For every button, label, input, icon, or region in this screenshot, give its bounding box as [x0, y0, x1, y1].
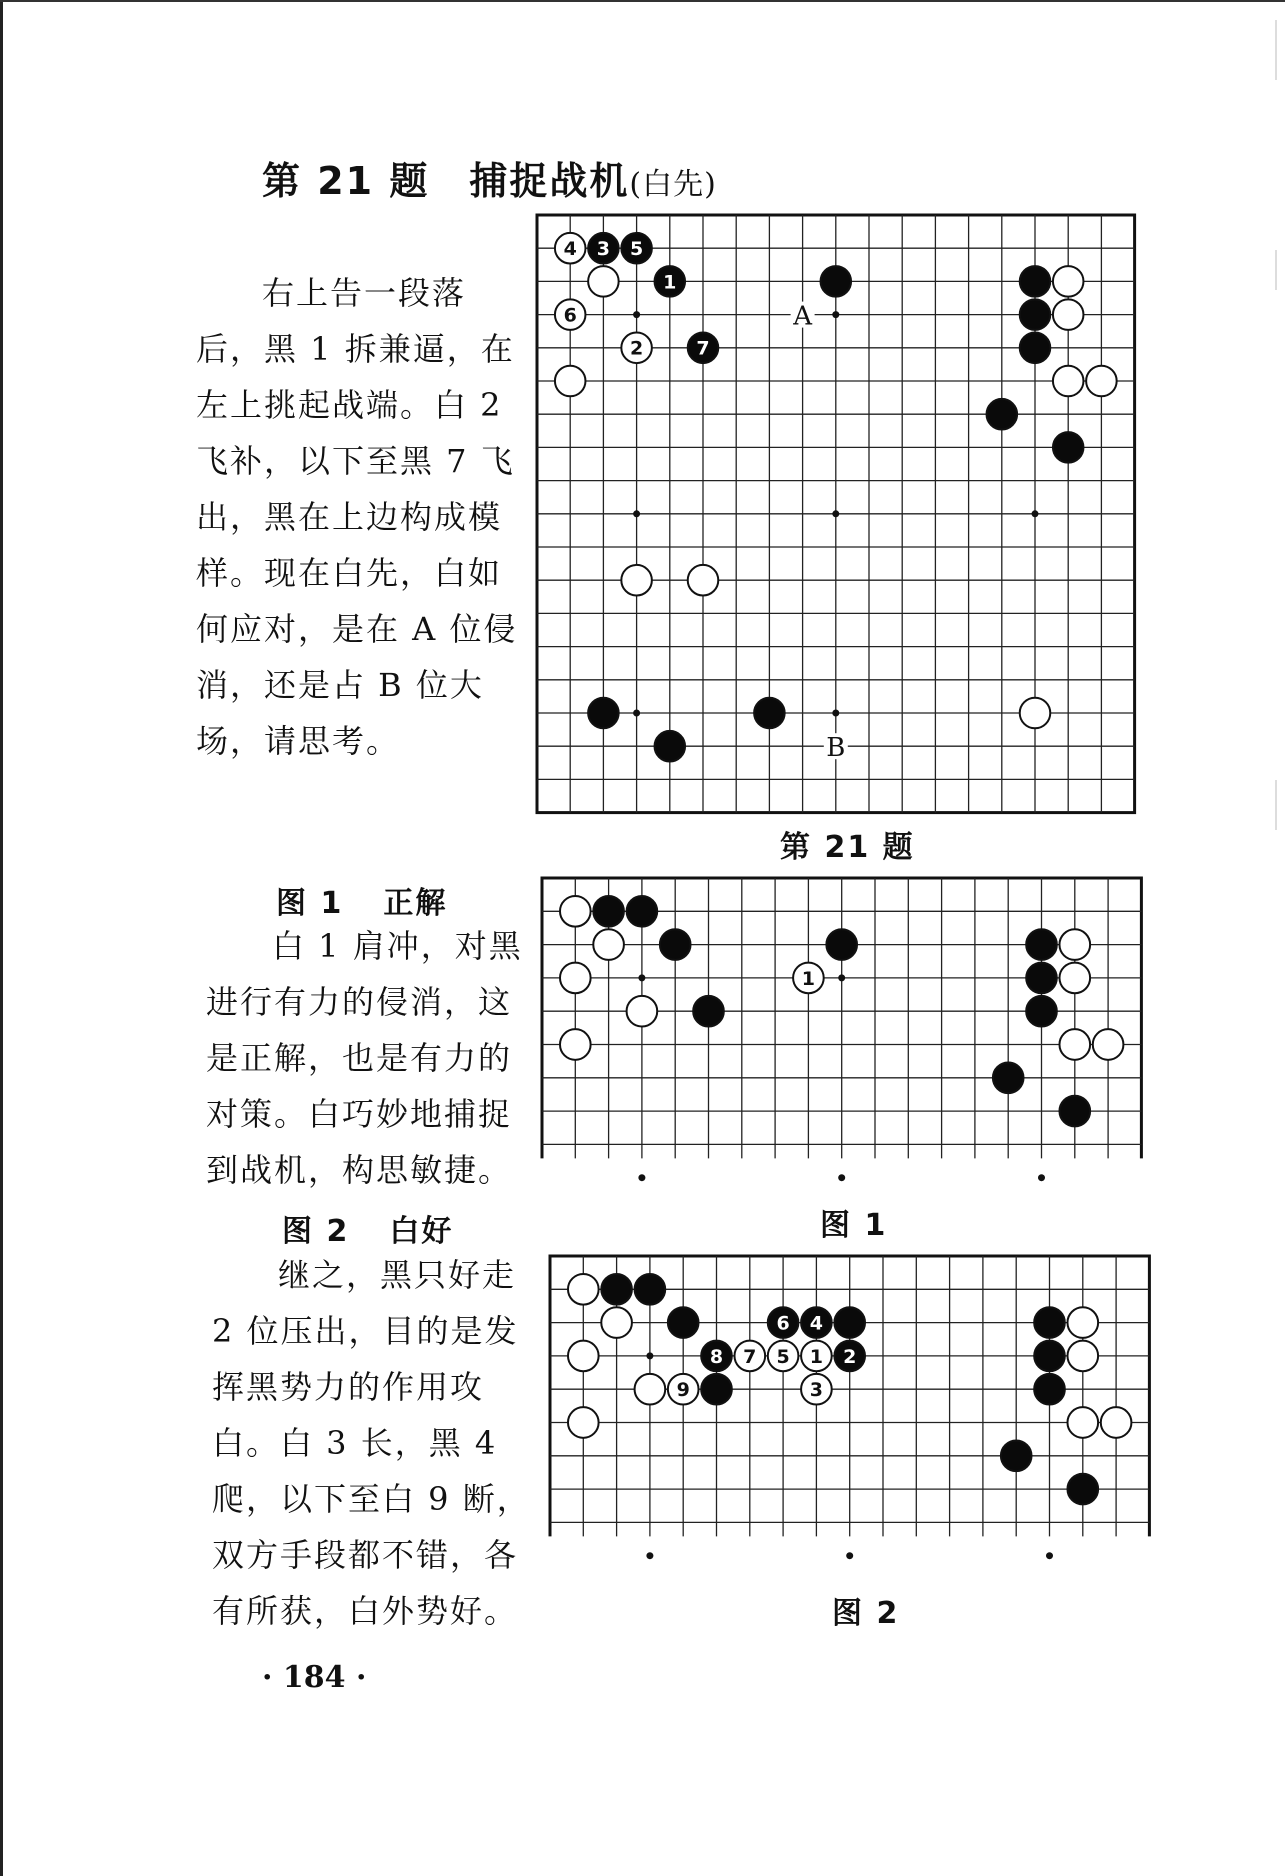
problem-board	[535, 213, 1135, 821]
move-number: 3	[809, 1379, 824, 1402]
move-number: 9	[676, 1379, 690, 1402]
black-stone	[1034, 1374, 1065, 1405]
white-stone	[1067, 1407, 1098, 1438]
black-stone	[660, 929, 691, 960]
white-stone	[1020, 698, 1051, 729]
black-stone	[1026, 996, 1057, 1027]
figure2-description: 继之，黑只好走 2 位压出，目的是发挥黑势力的作用攻白。白 3 长，黑 4 爬，以下至白 9 断，双方手段都不错，各有所获，白外势好。	[212, 1256, 531, 1630]
white-stone	[1053, 299, 1084, 330]
black-stone	[1026, 929, 1057, 960]
star-point	[832, 710, 839, 717]
move-number: 2	[629, 337, 644, 360]
scan-speck	[1275, 250, 1277, 290]
white-stone	[568, 1274, 599, 1305]
black-stone	[701, 1374, 732, 1405]
star-point	[638, 974, 645, 981]
star-point	[633, 510, 640, 517]
black-stone	[1059, 1096, 1090, 1127]
move-number: 4	[809, 1312, 824, 1335]
figure2-board	[548, 1254, 1148, 1574]
move-number: 6	[776, 1312, 790, 1335]
white-stone	[568, 1341, 599, 1372]
star-point	[832, 510, 839, 517]
move-number: 1	[809, 1345, 824, 1368]
white-stone	[688, 565, 719, 596]
move-number: 1	[801, 967, 816, 990]
figure1-board	[540, 876, 1140, 1196]
problem-title	[262, 150, 717, 205]
black-stone	[668, 1307, 699, 1338]
white-stone	[588, 266, 619, 297]
star-point	[1032, 510, 1039, 517]
star-point	[633, 710, 640, 717]
board-label-a: A	[793, 301, 812, 332]
black-stone	[635, 1274, 666, 1305]
white-stone	[1059, 929, 1090, 960]
black-stone	[1020, 333, 1051, 364]
move-number: 8	[709, 1345, 724, 1368]
problem-number: 第 21 题	[262, 159, 430, 203]
white-stone	[1086, 366, 1117, 397]
black-stone	[588, 698, 619, 729]
black-stone	[1067, 1474, 1098, 1505]
white-stone	[593, 929, 624, 960]
black-stone	[987, 399, 1018, 430]
white-stone	[627, 996, 658, 1027]
star-point	[633, 311, 640, 318]
move-number: 1	[663, 271, 677, 294]
scan-speck	[1275, 780, 1277, 830]
page-edge-left	[0, 0, 3, 1876]
star-point	[838, 1174, 845, 1181]
black-stone	[1020, 266, 1051, 297]
white-stone	[635, 1374, 666, 1405]
black-stone	[993, 1062, 1024, 1093]
white-stone	[1059, 1029, 1090, 1060]
black-stone	[601, 1274, 632, 1305]
figure1-caption: 图 1	[820, 1208, 888, 1243]
star-point	[1046, 1552, 1053, 1559]
white-stone	[1059, 963, 1090, 994]
figure1-heading	[276, 878, 447, 922]
white-stone	[1067, 1341, 1098, 1372]
problem-name: 捕捉战机	[469, 159, 630, 203]
move-number: 6	[563, 304, 577, 327]
figure2-heading	[282, 1206, 453, 1250]
black-stone	[1034, 1341, 1065, 1372]
figure2-heading-title: 白好	[389, 1214, 454, 1249]
white-stone	[1053, 266, 1084, 297]
figure2-heading-number: 图 2	[282, 1214, 350, 1249]
white-stone	[560, 1029, 591, 1060]
white-stone	[560, 896, 591, 927]
white-stone	[1067, 1307, 1098, 1338]
board-label-b: B	[826, 733, 846, 764]
problem-description: 右上告一段落后，黑 1 拆兼逼，在左上挑起战端。白 2 飞补，以下至黑 7 飞出，黑在上边构成模样。现在白先，白如何应对，是在 A 位侵消，还是占 B 位大场，请思考。	[196, 274, 518, 760]
black-stone	[1020, 299, 1051, 330]
black-stone	[693, 996, 724, 1027]
problem-subtitle: (白先)	[629, 167, 717, 202]
star-point	[832, 311, 839, 318]
black-stone	[834, 1307, 865, 1338]
white-stone	[1101, 1407, 1132, 1438]
white-stone	[555, 366, 586, 397]
white-stone	[1093, 1029, 1124, 1060]
problem-caption: 第 21 题	[780, 830, 915, 865]
star-point	[646, 1352, 653, 1359]
move-number: 7	[696, 337, 710, 360]
white-stone	[568, 1407, 599, 1438]
move-number: 3	[596, 238, 611, 261]
move-number: 7	[743, 1345, 757, 1368]
white-stone	[560, 963, 591, 994]
move-number: 5	[776, 1345, 790, 1368]
page-edge-top	[0, 0, 1285, 2]
figure1-heading-title: 正解	[383, 886, 448, 921]
white-stone	[1053, 366, 1084, 397]
black-stone	[1001, 1440, 1032, 1471]
black-stone	[826, 929, 857, 960]
black-stone	[754, 698, 785, 729]
star-point	[838, 974, 845, 981]
black-stone	[593, 896, 624, 927]
black-stone	[1034, 1307, 1065, 1338]
star-point	[1038, 1174, 1045, 1181]
star-point	[846, 1552, 853, 1559]
black-stone	[1026, 963, 1057, 994]
white-stone	[601, 1307, 632, 1338]
black-stone	[655, 731, 686, 762]
star-point	[646, 1552, 653, 1559]
black-stone	[1053, 432, 1084, 463]
figure1-heading-number: 图 1	[276, 886, 344, 921]
white-stone	[621, 565, 652, 596]
move-number: 2	[843, 1345, 857, 1368]
black-stone	[627, 896, 658, 927]
black-stone	[821, 266, 852, 297]
move-number: 5	[629, 238, 644, 261]
star-point	[638, 1174, 645, 1181]
figure2-caption: 图 2	[832, 1596, 900, 1631]
figure1-description: 白 1 肩冲，对黑进行有力的侵消，这是正解，也是有力的对策。白巧妙地捕捉到战机，构思敏捷。	[206, 927, 523, 1189]
scan-speck	[1275, 20, 1277, 80]
move-number: 4	[563, 238, 577, 261]
page-number: · 184 ·	[262, 1660, 367, 1695]
